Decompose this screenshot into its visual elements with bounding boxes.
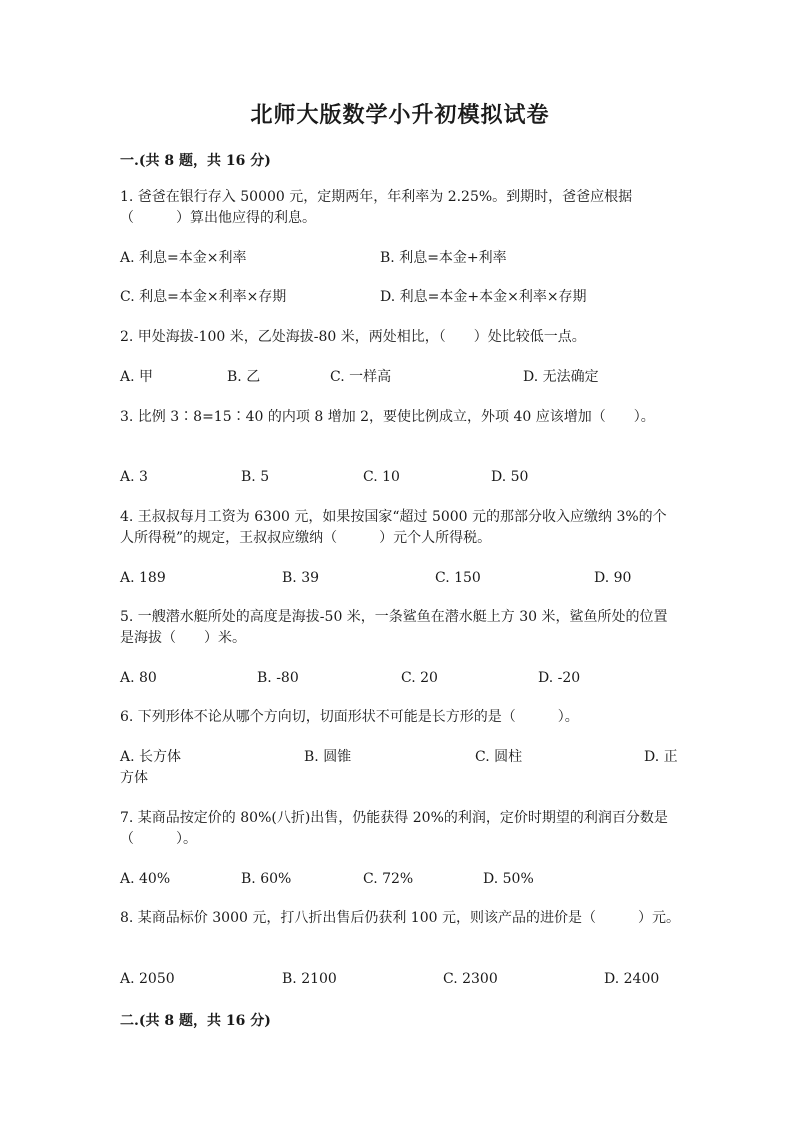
- section-heading-1: 一.(共 8 题，共 16 分): [120, 153, 271, 169]
- option-a: A. 2050: [120, 971, 175, 987]
- option-c: C. 20: [401, 670, 438, 686]
- option-d-continued: 方体: [120, 770, 148, 786]
- option-c: C. 150: [435, 570, 481, 586]
- option-b: B. 利息=本金+利率: [380, 250, 507, 266]
- option-b: B. 39: [282, 570, 320, 586]
- option-c: C. 一样高: [330, 369, 392, 385]
- option-d: D. 无法确定: [523, 369, 599, 385]
- option-d: D. 利息=本金+本金×利率×存期: [380, 289, 587, 305]
- option-a: A. 甲: [120, 369, 154, 385]
- option-b: B. 5: [241, 469, 270, 485]
- option-b: B. 2100: [282, 971, 337, 987]
- option-b: B. 60%: [241, 871, 292, 887]
- option-a: A. 长方体: [120, 749, 182, 765]
- question-1: 1. 爸爸在银行存入 50000 元，定期两年，年利率为 2.25%。到期时，爸爸应根据（ ）算出他应得的利息。: [120, 189, 633, 226]
- section-heading-2: 二.(共 8 题，共 16 分): [120, 1013, 271, 1029]
- page-title: 北师大版数学小升初模拟试卷: [250, 102, 550, 128]
- option-a: A. 3: [120, 469, 148, 485]
- question-3: 3. 比例 3∶8=15∶40 的内项 8 增加 2，要使比例成立，外项 40 应该增加（ ）。: [120, 409, 655, 425]
- option-c: C. 圆柱: [475, 749, 523, 765]
- question-4: 4. 王叔叔每月工资为 6300 元，如果按国家“超过 5000 元的那部分收入应缴纳 3%的个人所得税”的规定，王叔叔应缴纳（ ）元个人所得税。: [120, 509, 667, 546]
- option-c: C. 2300: [443, 971, 498, 987]
- question-6: 6. 下列形体不论从哪个方向切，切面形状不可能是长方形的是（ ）。: [120, 709, 579, 725]
- question-7: 7. 某商品按定价的 80%(八折)出售，仍能获得 20%的利润，定价时期望的利润百分数是（ ）。: [120, 810, 668, 847]
- option-d: D. 90: [594, 570, 632, 586]
- option-c: C. 10: [363, 469, 400, 485]
- option-d: D. 正: [644, 749, 678, 765]
- question-2: 2. 甲处海拔-100 米，乙处海拔-80 米，两处相比，（ ）处比较低一点。: [120, 329, 586, 345]
- option-a: A. 189: [120, 570, 166, 586]
- option-c: C. 72%: [363, 871, 414, 887]
- option-b: B. 圆锥: [304, 749, 352, 765]
- question-8: 8. 某商品标价 3000 元，打八折出售后仍获利 100 元，则该产品的进价是（ ）元。: [120, 910, 680, 926]
- option-a: A. 40%: [120, 871, 171, 887]
- option-a: A. 利息=本金×利率: [120, 250, 247, 266]
- option-a: A. 80: [120, 670, 157, 686]
- option-c: C. 利息=本金×利率×存期: [120, 289, 287, 305]
- option-b: B. -80: [257, 670, 299, 686]
- option-b: B. 乙: [227, 369, 261, 385]
- option-d: D. 50: [491, 469, 529, 485]
- option-d: D. 50%: [483, 871, 534, 887]
- option-d: D. 2400: [604, 971, 660, 987]
- option-d: D. -20: [538, 670, 581, 686]
- question-5: 5. 一艘潜水艇所处的高度是海拔-50 米，一条鲨鱼在潜水艇上方 30 米，鲨鱼所处的位置是海拔（ ）米。: [120, 609, 668, 646]
